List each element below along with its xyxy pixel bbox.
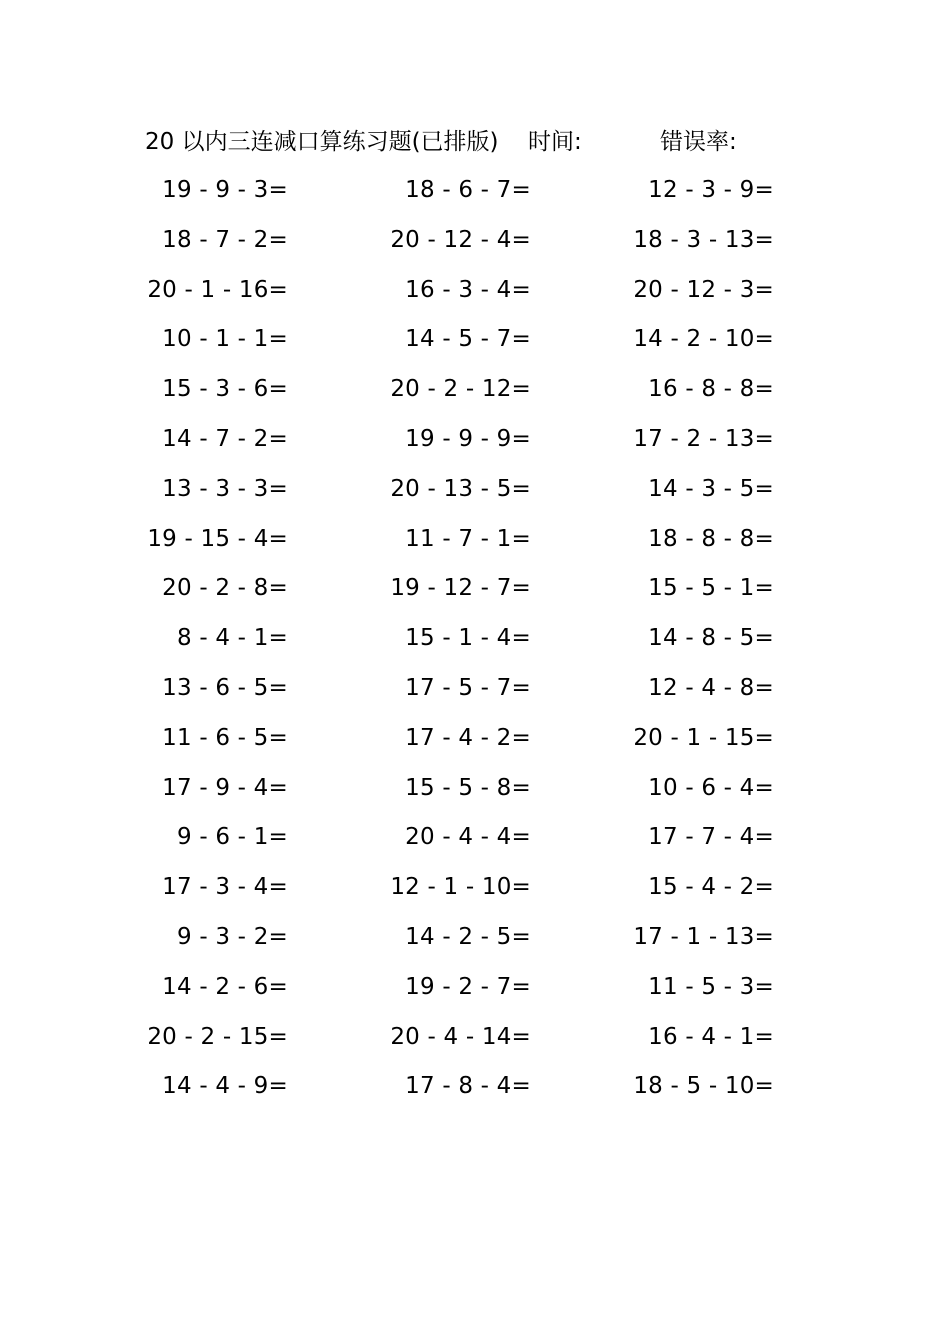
problem-item: 11 - 7 - 1=	[405, 525, 531, 552]
problem-row	[0, 421, 950, 471]
problem-item: 20 - 2 - 15=	[147, 1023, 288, 1050]
problem-item: 8 - 4 - 1=	[176, 625, 288, 652]
problem-item: 13 - 6 - 5=	[162, 674, 288, 701]
problem-item: 13 - 3 - 3=	[162, 475, 288, 502]
problem-item: 17 - 8 - 4=	[405, 1073, 531, 1100]
problem-item: 17 - 1 - 13=	[633, 923, 774, 950]
problem-item: 20 - 1 - 16=	[147, 276, 288, 303]
problem-row	[0, 869, 950, 919]
problem-row	[0, 969, 950, 1019]
problem-item: 10 - 6 - 4=	[648, 774, 774, 801]
problem-item: 20 - 12 - 3=	[633, 276, 774, 303]
problem-item: 14 - 3 - 5=	[648, 475, 774, 502]
problem-item: 14 - 4 - 9=	[162, 1073, 288, 1100]
problem-item: 15 - 3 - 6=	[162, 376, 288, 403]
problem-item: 17 - 9 - 4=	[162, 774, 288, 801]
problem-item: 12 - 3 - 9=	[648, 177, 774, 203]
problem-item: 19 - 9 - 9=	[405, 425, 531, 452]
problem-row	[0, 371, 950, 421]
problem-item: 17 - 5 - 7=	[405, 674, 531, 701]
page-title: 20 以内三连减口算练习题(已排版)	[145, 129, 499, 155]
problem-grid	[0, 172, 950, 1118]
time-label: 时间:	[528, 129, 582, 155]
problem-item: 10 - 1 - 1=	[162, 326, 288, 353]
problem-row	[0, 570, 950, 620]
problem-item: 9 - 6 - 1=	[176, 824, 288, 851]
problem-item: 9 - 3 - 2=	[176, 923, 288, 950]
problem-item: 15 - 5 - 1=	[648, 575, 774, 602]
problem-row	[0, 521, 950, 571]
problem-row	[0, 222, 950, 272]
problem-item: 20 - 12 - 4=	[390, 226, 531, 253]
problem-item: 12 - 4 - 8=	[648, 674, 774, 701]
problem-row	[0, 272, 950, 322]
problem-item: 19 - 2 - 7=	[405, 973, 531, 1000]
error-rate-label: 错误率:	[660, 129, 737, 155]
problem-item: 19 - 12 - 7=	[390, 575, 531, 602]
problem-row	[0, 471, 950, 521]
problem-item: 15 - 5 - 8=	[405, 774, 531, 801]
problem-item: 19 - 9 - 3=	[162, 177, 288, 203]
problem-item: 14 - 8 - 5=	[648, 625, 774, 652]
problem-item: 20 - 4 - 4=	[405, 824, 531, 851]
problem-item: 16 - 8 - 8=	[648, 376, 774, 403]
problem-row	[0, 819, 950, 869]
problem-item: 20 - 4 - 14=	[390, 1023, 531, 1050]
problem-item: 18 - 7 - 2=	[162, 226, 288, 253]
problem-row	[0, 1019, 950, 1069]
problem-row	[0, 670, 950, 720]
problem-item: 12 - 1 - 10=	[390, 874, 531, 901]
problem-item: 14 - 7 - 2=	[162, 425, 288, 452]
problem-item: 14 - 2 - 10=	[633, 326, 774, 353]
problem-item: 11 - 6 - 5=	[162, 724, 288, 751]
problem-item: 20 - 2 - 12=	[390, 376, 531, 403]
problem-row	[0, 172, 950, 222]
problem-item: 14 - 2 - 5=	[405, 923, 531, 950]
problem-item: 19 - 15 - 4=	[147, 525, 288, 552]
problem-item: 20 - 13 - 5=	[390, 475, 531, 502]
problem-item: 17 - 2 - 13=	[633, 425, 774, 452]
problem-item: 16 - 4 - 1=	[648, 1023, 774, 1050]
problem-item: 16 - 3 - 4=	[405, 276, 531, 303]
problem-item: 11 - 5 - 3=	[648, 973, 774, 1000]
problem-item: 17 - 4 - 2=	[405, 724, 531, 751]
problem-item: 18 - 5 - 10=	[633, 1073, 774, 1100]
problem-item: 15 - 1 - 4=	[405, 625, 531, 652]
problem-item: 17 - 7 - 4=	[648, 824, 774, 851]
problem-row	[0, 321, 950, 371]
problem-item: 20 - 1 - 15=	[633, 724, 774, 751]
problem-row	[0, 620, 950, 670]
problem-row	[0, 770, 950, 820]
problem-item: 15 - 4 - 2=	[648, 874, 774, 901]
problem-row	[0, 720, 950, 770]
problem-item: 20 - 2 - 8=	[162, 575, 288, 602]
problem-item: 18 - 8 - 8=	[648, 525, 774, 552]
problem-row	[0, 1068, 950, 1118]
problem-item: 18 - 3 - 13=	[633, 226, 774, 253]
problem-item: 17 - 3 - 4=	[162, 874, 288, 901]
problem-item: 14 - 2 - 6=	[162, 973, 288, 1000]
problem-row	[0, 919, 950, 969]
problem-item: 14 - 5 - 7=	[405, 326, 531, 353]
problem-item: 18 - 6 - 7=	[405, 177, 531, 203]
